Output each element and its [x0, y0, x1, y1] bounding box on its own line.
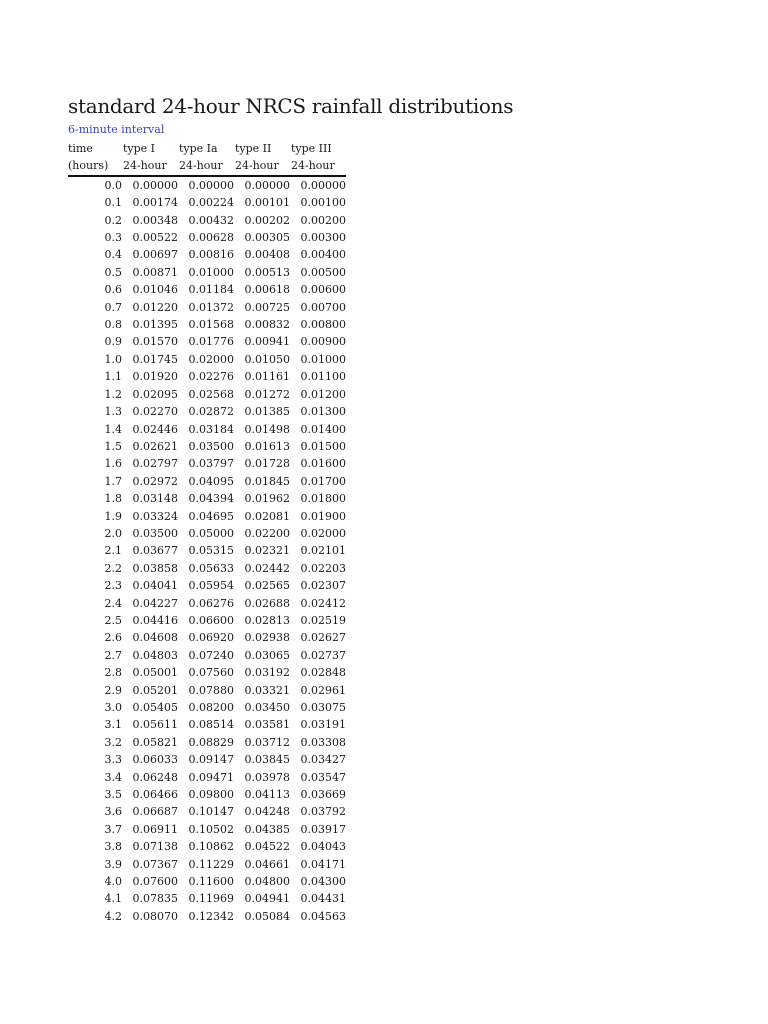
- table-row: [68, 577, 346, 594]
- type-ii-cell: 0.02688: [244, 596, 290, 610]
- type-ia-cell: 0.04394: [188, 492, 234, 506]
- type-ia-cell: 0.11229: [188, 857, 234, 871]
- type-iii-cell: 0.01600: [300, 457, 346, 471]
- type-ii-cell: 0.02081: [244, 509, 290, 523]
- type-i-cell: 0.04608: [132, 631, 178, 645]
- type-ii-cell: 0.03845: [244, 753, 290, 767]
- type-ii-cell: 0.03712: [244, 735, 290, 749]
- type-ii-cell: 0.04113: [244, 788, 290, 802]
- type-ii-cell: 0.01161: [244, 370, 290, 384]
- type-ii-cell: 0.01385: [244, 405, 290, 419]
- type-ia-cell: 0.07880: [188, 683, 234, 697]
- type-ii-cell: 0.00832: [244, 318, 290, 332]
- time-cell: 3.2: [104, 735, 122, 749]
- type-ii-cell: 0.03192: [244, 666, 290, 680]
- type-ia-cell: 0.03184: [188, 422, 234, 436]
- time-cell: 0.9: [104, 335, 122, 349]
- type-ia-cell: 0.00000: [188, 178, 234, 192]
- type-ii-cell: 0.01962: [244, 492, 290, 506]
- type-ii-cell: 0.04661: [244, 857, 290, 871]
- table-row: [68, 769, 346, 786]
- type-i-cell: 0.05821: [132, 735, 178, 749]
- type-ii-cell: 0.04800: [244, 875, 290, 889]
- type-iii-cell: 0.04171: [300, 857, 346, 871]
- type-ia-cell: 0.01184: [188, 283, 234, 297]
- table-row: [68, 786, 346, 803]
- type-ii-cell: 0.03978: [244, 770, 290, 784]
- type-ia-cell: 0.06920: [188, 631, 234, 645]
- time-cell: 0.7: [104, 300, 122, 314]
- type-ia-cell: 0.11969: [188, 892, 234, 906]
- type-ii-cell: 0.00941: [244, 335, 290, 349]
- type-iii-cell: 0.04300: [300, 875, 346, 889]
- type-iii-cell: 0.01800: [300, 492, 346, 506]
- time-cell: 1.8: [104, 492, 122, 506]
- type-ia-cell: 0.05633: [188, 561, 234, 575]
- type-ia-cell: 0.08829: [188, 735, 234, 749]
- type-i-cell: 0.07367: [132, 857, 178, 871]
- type-ia-cell: 0.01776: [188, 335, 234, 349]
- time-cell: 1.2: [104, 387, 122, 401]
- type-ii-cell: 0.03450: [244, 701, 290, 714]
- interval-subtitle: 6-minute interval: [68, 123, 165, 136]
- header-type-i-duration: 24-hour: [122, 157, 178, 175]
- type-iii-cell: 0.03547: [300, 770, 346, 784]
- type-i-cell: 0.05201: [132, 683, 178, 697]
- time-cell: 0.6: [104, 283, 122, 297]
- type-ia-cell: 0.09471: [188, 770, 234, 784]
- table-row: [68, 525, 346, 542]
- type-ia-cell: 0.10147: [188, 805, 234, 819]
- time-cell: 0.8: [104, 318, 122, 332]
- type-iii-cell: 0.01500: [300, 439, 346, 453]
- type-ia-cell: 0.09147: [188, 753, 234, 767]
- table-row: [68, 386, 346, 403]
- type-ii-cell: 0.00305: [244, 231, 290, 245]
- time-cell: 1.0: [104, 352, 122, 366]
- table-row: [68, 264, 346, 281]
- time-cell: 2.6: [104, 631, 122, 645]
- table-row: [68, 508, 346, 525]
- time-cell: 3.0: [104, 701, 122, 714]
- type-i-cell: 0.06911: [132, 822, 178, 836]
- type-i-cell: 0.02621: [132, 439, 178, 453]
- header-type-iii: type III: [291, 142, 332, 155]
- table-row: [68, 176, 346, 194]
- table-row: [68, 333, 346, 350]
- type-iii-cell: 0.00200: [300, 213, 346, 227]
- time-cell: 0.5: [104, 265, 122, 279]
- type-ia-cell: 0.00224: [188, 196, 234, 210]
- type-ia-cell: 0.05954: [188, 579, 234, 593]
- type-iii-cell: 0.02848: [300, 666, 346, 680]
- type-ii-cell: 0.01845: [244, 474, 290, 488]
- type-i-cell: 0.03677: [132, 544, 178, 558]
- type-iii-cell: 0.04043: [300, 840, 346, 854]
- type-iii-cell: 0.04431: [300, 892, 346, 906]
- type-ii-cell: 0.04385: [244, 822, 290, 836]
- type-ia-cell: 0.00816: [188, 248, 234, 262]
- table-row: [68, 856, 346, 873]
- type-iii-cell: 0.02737: [300, 648, 346, 662]
- type-iii-cell: 0.02412: [300, 596, 346, 610]
- table-row: [68, 403, 346, 420]
- type-iii-cell: 0.01100: [300, 370, 346, 384]
- type-ia-cell: 0.04095: [188, 474, 234, 488]
- time-cell: 2.1: [104, 544, 122, 558]
- header-type-ii: type II: [235, 142, 272, 155]
- type-i-cell: 0.06248: [132, 770, 178, 784]
- type-ia-cell: 0.02276: [188, 370, 234, 384]
- type-iii-cell: 0.01900: [300, 509, 346, 523]
- table-row: [68, 246, 346, 263]
- time-cell: 1.1: [104, 370, 122, 384]
- type-iii-cell: 0.00500: [300, 265, 346, 279]
- table-row: [68, 838, 346, 855]
- type-i-cell: 0.06466: [132, 788, 178, 802]
- type-iii-cell: 0.02627: [300, 631, 346, 645]
- table-body: [68, 176, 346, 925]
- table-row: [68, 421, 346, 438]
- type-i-cell: 0.00871: [132, 265, 178, 279]
- time-cell: 2.9: [104, 683, 122, 697]
- type-i-cell: 0.07138: [132, 840, 178, 854]
- type-i-cell: 0.03500: [132, 526, 178, 540]
- time-cell: 0.3: [104, 231, 122, 245]
- type-i-cell: 0.03324: [132, 509, 178, 523]
- header-type-ia: type Ia: [179, 142, 218, 155]
- time-cell: 1.6: [104, 457, 122, 471]
- time-cell: 3.8: [104, 840, 122, 854]
- table-row: [68, 560, 346, 577]
- type-iii-cell: 0.00300: [300, 231, 346, 245]
- time-cell: 0.4: [104, 248, 122, 262]
- type-i-cell: 0.00000: [132, 178, 178, 192]
- page-title: standard 24-hour NRCS rainfall distributions: [68, 94, 514, 118]
- type-iii-cell: 0.02519: [300, 613, 346, 627]
- type-i-cell: 0.02095: [132, 387, 178, 401]
- type-ii-cell: 0.00618: [244, 283, 290, 297]
- time-cell: 3.7: [104, 822, 122, 836]
- type-ia-cell: 0.09800: [188, 788, 234, 802]
- type-iii-cell: 0.04563: [300, 909, 346, 923]
- type-ii-cell: 0.00202: [244, 213, 290, 227]
- type-iii-cell: 0.02203: [300, 561, 346, 575]
- type-i-cell: 0.05405: [132, 701, 178, 714]
- type-ii-cell: 0.02938: [244, 631, 290, 645]
- table-row: [68, 595, 346, 612]
- type-ia-cell: 0.12342: [188, 909, 234, 923]
- type-ia-cell: 0.00628: [188, 231, 234, 245]
- time-cell: 4.2: [104, 909, 122, 923]
- table-row: [68, 229, 346, 246]
- type-iii-cell: 0.01200: [300, 387, 346, 401]
- type-i-cell: 0.04803: [132, 648, 178, 662]
- type-ii-cell: 0.01613: [244, 439, 290, 453]
- type-iii-cell: 0.03075: [300, 701, 346, 714]
- time-cell: 3.3: [104, 753, 122, 767]
- type-ii-cell: 0.01498: [244, 422, 290, 436]
- table-row: [68, 821, 346, 838]
- type-ia-cell: 0.01000: [188, 265, 234, 279]
- table-row: [68, 351, 346, 368]
- type-i-cell: 0.04227: [132, 596, 178, 610]
- table-row: [68, 682, 346, 699]
- type-iii-cell: 0.00000: [300, 178, 346, 192]
- time-cell: 1.5: [104, 439, 122, 453]
- table-row: [68, 316, 346, 333]
- type-ii-cell: 0.02565: [244, 579, 290, 593]
- type-iii-cell: 0.00800: [300, 318, 346, 332]
- table-row: [68, 699, 346, 716]
- type-iii-cell: 0.01700: [300, 474, 346, 488]
- type-ii-cell: 0.02321: [244, 544, 290, 558]
- type-ii-cell: 0.04248: [244, 805, 290, 819]
- type-ii-cell: 0.02200: [244, 526, 290, 540]
- document-page: [68, 93, 513, 925]
- type-i-cell: 0.02446: [132, 422, 178, 436]
- type-iii-cell: 0.02101: [300, 544, 346, 558]
- type-iii-cell: 0.03427: [300, 753, 346, 767]
- type-i-cell: 0.04416: [132, 613, 178, 627]
- type-ia-cell: 0.01372: [188, 300, 234, 314]
- type-ia-cell: 0.02568: [188, 387, 234, 401]
- type-i-cell: 0.05001: [132, 666, 178, 680]
- time-cell: 2.8: [104, 666, 122, 680]
- table-row: [68, 281, 346, 298]
- type-ia-cell: 0.01568: [188, 318, 234, 332]
- table-header: [68, 140, 346, 176]
- time-cell: 3.1: [104, 718, 122, 732]
- time-cell: 2.0: [104, 526, 122, 540]
- table-row: [68, 873, 346, 890]
- table-row: [68, 212, 346, 229]
- type-iii-cell: 0.03669: [300, 788, 346, 802]
- rainfall-table: [68, 140, 346, 925]
- time-cell: 4.0: [104, 875, 122, 889]
- type-ia-cell: 0.07240: [188, 648, 234, 662]
- type-iii-cell: 0.00600: [300, 283, 346, 297]
- header-type-ii-duration: 24-hour: [234, 157, 290, 175]
- table-row: [68, 299, 346, 316]
- time-cell: 0.2: [104, 213, 122, 227]
- type-ia-cell: 0.08514: [188, 718, 234, 732]
- type-i-cell: 0.01046: [132, 283, 178, 297]
- type-i-cell: 0.00174: [132, 196, 178, 210]
- time-cell: 1.9: [104, 509, 122, 523]
- time-cell: 1.3: [104, 405, 122, 419]
- type-i-cell: 0.07600: [132, 875, 178, 889]
- type-ia-cell: 0.04695: [188, 509, 234, 523]
- type-ia-cell: 0.03500: [188, 439, 234, 453]
- table-row: [68, 803, 346, 820]
- type-iii-cell: 0.01300: [300, 405, 346, 419]
- time-cell: 1.4: [104, 422, 122, 436]
- time-cell: 2.2: [104, 561, 122, 575]
- type-iii-cell: 0.02961: [300, 683, 346, 697]
- table-row: [68, 473, 346, 490]
- type-i-cell: 0.06687: [132, 805, 178, 819]
- type-iii-cell: 0.03308: [300, 735, 346, 749]
- time-cell: 2.3: [104, 579, 122, 593]
- time-cell: 3.9: [104, 857, 122, 871]
- type-ii-cell: 0.00513: [244, 265, 290, 279]
- type-ia-cell: 0.00432: [188, 213, 234, 227]
- table-row: [68, 490, 346, 507]
- type-iii-cell: 0.02307: [300, 579, 346, 593]
- time-cell: 1.7: [104, 474, 122, 488]
- type-ia-cell: 0.02000: [188, 352, 234, 366]
- type-i-cell: 0.02797: [132, 457, 178, 471]
- type-i-cell: 0.03858: [132, 561, 178, 575]
- table-row: [68, 751, 346, 768]
- type-i-cell: 0.06033: [132, 753, 178, 767]
- time-cell: 4.1: [104, 892, 122, 906]
- table-row: [68, 194, 346, 211]
- header-time: time: [68, 142, 93, 155]
- header-row-2: [68, 157, 346, 175]
- type-ia-cell: 0.11600: [188, 875, 234, 889]
- type-ia-cell: 0.07560: [188, 666, 234, 680]
- table-row: [68, 908, 346, 925]
- type-ii-cell: 0.00000: [244, 178, 290, 192]
- type-ii-cell: 0.03581: [244, 718, 290, 732]
- type-ii-cell: 0.01728: [244, 457, 290, 471]
- header-type-i: type I: [123, 142, 156, 155]
- type-i-cell: 0.00348: [132, 213, 178, 227]
- table-row: [68, 647, 346, 664]
- time-cell: 3.5: [104, 788, 122, 802]
- time-cell: 2.7: [104, 648, 122, 662]
- type-i-cell: 0.05611: [132, 718, 178, 732]
- type-iii-cell: 0.03792: [300, 805, 346, 819]
- header-type-ia-duration: 24-hour: [178, 157, 234, 175]
- type-iii-cell: 0.00900: [300, 335, 346, 349]
- type-i-cell: 0.02972: [132, 474, 178, 488]
- type-ia-cell: 0.02872: [188, 405, 234, 419]
- time-cell: 3.6: [104, 805, 122, 819]
- type-iii-cell: 0.00100: [300, 196, 346, 210]
- time-cell: 2.4: [104, 596, 122, 610]
- type-ii-cell: 0.05084: [244, 909, 290, 923]
- type-i-cell: 0.03148: [132, 492, 178, 506]
- type-iii-cell: 0.03917: [300, 822, 346, 836]
- type-ii-cell: 0.00725: [244, 300, 290, 314]
- time-cell: 2.5: [104, 613, 122, 627]
- type-ii-cell: 0.04941: [244, 892, 290, 906]
- time-cell: 0.1: [104, 196, 122, 210]
- type-ii-cell: 0.00101: [244, 196, 290, 210]
- type-ia-cell: 0.10502: [188, 822, 234, 836]
- table-row: [68, 612, 346, 629]
- type-ia-cell: 0.03797: [188, 457, 234, 471]
- type-i-cell: 0.00522: [132, 231, 178, 245]
- table-row: [68, 664, 346, 681]
- header-row-1: [68, 140, 346, 157]
- type-iii-cell: 0.00700: [300, 300, 346, 314]
- type-iii-cell: 0.01000: [300, 352, 346, 366]
- type-ii-cell: 0.02442: [244, 561, 290, 575]
- table-row: [68, 438, 346, 455]
- time-cell: 0.0: [104, 178, 122, 192]
- type-iii-cell: 0.00400: [300, 248, 346, 262]
- type-ii-cell: 0.03065: [244, 648, 290, 662]
- type-iii-cell: 0.02000: [300, 526, 346, 540]
- table-row: [68, 734, 346, 751]
- type-ii-cell: 0.04522: [244, 840, 290, 854]
- type-i-cell: 0.01920: [132, 370, 178, 384]
- table-row: [68, 629, 346, 646]
- type-ii-cell: 0.01050: [244, 352, 290, 366]
- table-row: [68, 890, 346, 907]
- type-ia-cell: 0.05315: [188, 544, 234, 558]
- type-iii-cell: 0.01400: [300, 422, 346, 436]
- type-i-cell: 0.07835: [132, 892, 178, 906]
- type-ii-cell: 0.00408: [244, 248, 290, 262]
- type-ii-cell: 0.03321: [244, 683, 290, 697]
- type-i-cell: 0.01395: [132, 318, 178, 332]
- type-ii-cell: 0.01272: [244, 387, 290, 401]
- time-cell: 3.4: [104, 770, 122, 784]
- type-i-cell: 0.01220: [132, 300, 178, 314]
- type-ia-cell: 0.08200: [188, 701, 234, 714]
- table-row: [68, 368, 346, 385]
- type-i-cell: 0.00697: [132, 248, 178, 262]
- type-ia-cell: 0.10862: [188, 840, 234, 854]
- type-ia-cell: 0.06600: [188, 613, 234, 627]
- type-i-cell: 0.02270: [132, 405, 178, 419]
- header-type-iii-duration: 24-hour: [290, 157, 346, 175]
- type-iii-cell: 0.03191: [300, 718, 346, 732]
- type-ii-cell: 0.02813: [244, 613, 290, 627]
- type-i-cell: 0.08070: [132, 909, 178, 923]
- table-row: [68, 542, 346, 559]
- table-row: [68, 455, 346, 472]
- type-ia-cell: 0.06276: [188, 596, 234, 610]
- type-ia-cell: 0.05000: [188, 526, 234, 540]
- type-i-cell: 0.01745: [132, 352, 178, 366]
- type-i-cell: 0.01570: [132, 335, 178, 349]
- table-row: [68, 716, 346, 733]
- type-i-cell: 0.04041: [132, 579, 178, 593]
- header-time-unit: (hours): [68, 157, 122, 175]
